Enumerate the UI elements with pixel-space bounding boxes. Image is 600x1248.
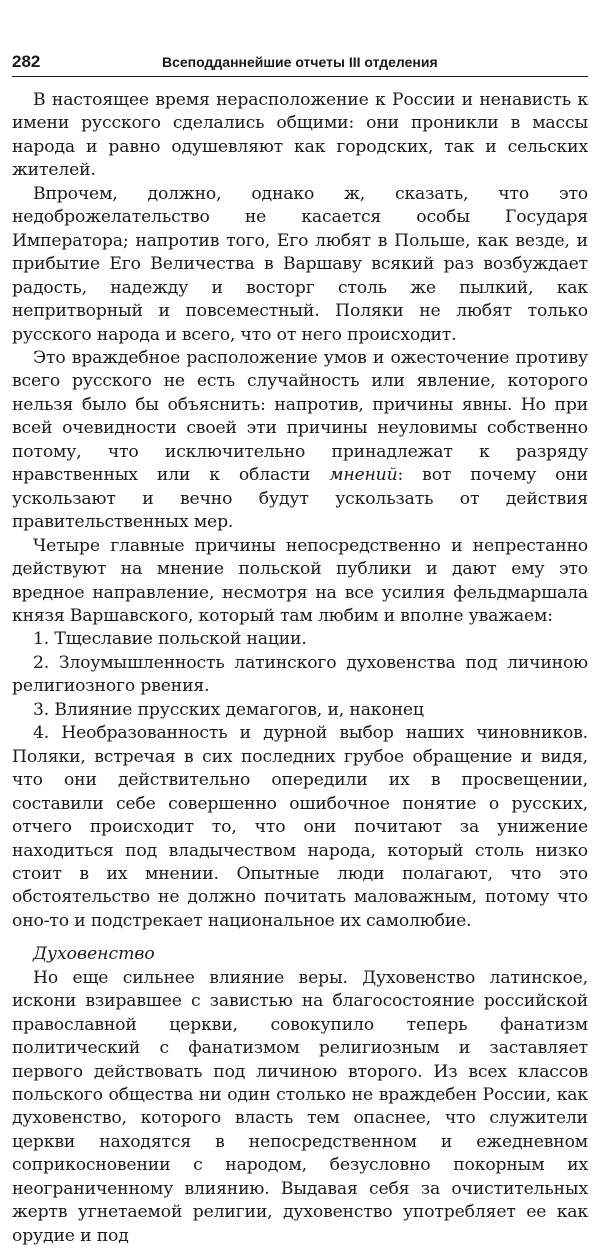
paragraph-text: Это враждебное расположение умов и ожесточение противу всего русского не есть случайность или явление, которого нельзя было бы объяснить: напротив, причины явны. Но при всей очевидности своей эти причины неуловимы собственно потому, что исключительно принадлежат к разряду нравственных или к области — [12, 347, 588, 486]
list-item: 4. Необразованность и дурной выбор наших чиновников. Поляки, встречая в сих последних грубое обращение и видя, что они действительно опередили их в просвещении, составили себе совершенно ошибочное понятие о русских, отчего происходит то, что они почитают за унижение находиться под владычеством народа, который столь низко стоит в их мнении. Опытные люди полагают, что это обстоятельство не должно почитать маловажным, потому что оно-то и подстрекает национальное их самолюбие. — [12, 723, 588, 931]
running-title: Всеподданнейшие отчеты III отделения — [162, 54, 438, 70]
section-heading: Духовенство — [33, 944, 155, 965]
paragraph: В настоящее время нерасположение к России и ненависть к имени русского сделались общими: они проникли в массы народа и равно одушевляют как городских, так и сельских жителей. — [12, 90, 588, 181]
list-item: 2. Злоумышленность латинского духовенства под личиною религиозного рвения. — [12, 652, 588, 697]
list-item: 3. Влияние прусских демагогов, и, наконец — [33, 699, 424, 720]
list-item: 1. Тщеславие польской нации. — [33, 629, 307, 650]
paragraph: Четыре главные причины непосредственно и непрестанно действуют на мнение польской публики и дают ему это вредное направление, несмотря на все усилия фельдмаршала князя Варшавского, который там любим и вполне уважаем: — [12, 535, 588, 626]
page-number: 282 — [12, 52, 41, 71]
paragraph-text: : вот почему они ускользают и вечно будут ускользать от действия правительственных мер. — [12, 465, 588, 533]
paragraph: Но еще сильнее влияние веры. Духовенство латинское, искони взиравшее с завистью на благосостояние российской православной церкви, совокупило теперь фанатизм политический с фанатизмом религиозным и заставляет первого действовать под личиною второго. Из всех классов польского общества ни один столько не враждебен России, как духовенство, которого власть тем опаснее, что служители церкви находятся в непосредственном и ежедневном соприкосновении с народом, безусловно покорным их неограниченному влиянию. Выдавая себя за очистительных жертв угнетаемой религии, духовенство употребляет ее как орудие и под — [12, 967, 588, 1246]
paragraph — [12, 347, 588, 535]
running-header — [12, 52, 588, 77]
document-page — [12, 52, 588, 1248]
body-text — [12, 89, 588, 1248]
paragraph: Впрочем, должно, однако ж, сказать, что это недоброжелательство не касается особы Государя Императора; напротив того, Его любят в Польше, как везде, и прибытие Его Величества в Варшаву всякий раз возбуждает радость, надежду и восторг столь же пылкий, как непритворный и повсеместный. Поляки не любят только русского народа и всего, что от него происходит. — [12, 183, 588, 345]
emphasized-word: мнений — [329, 465, 398, 486]
